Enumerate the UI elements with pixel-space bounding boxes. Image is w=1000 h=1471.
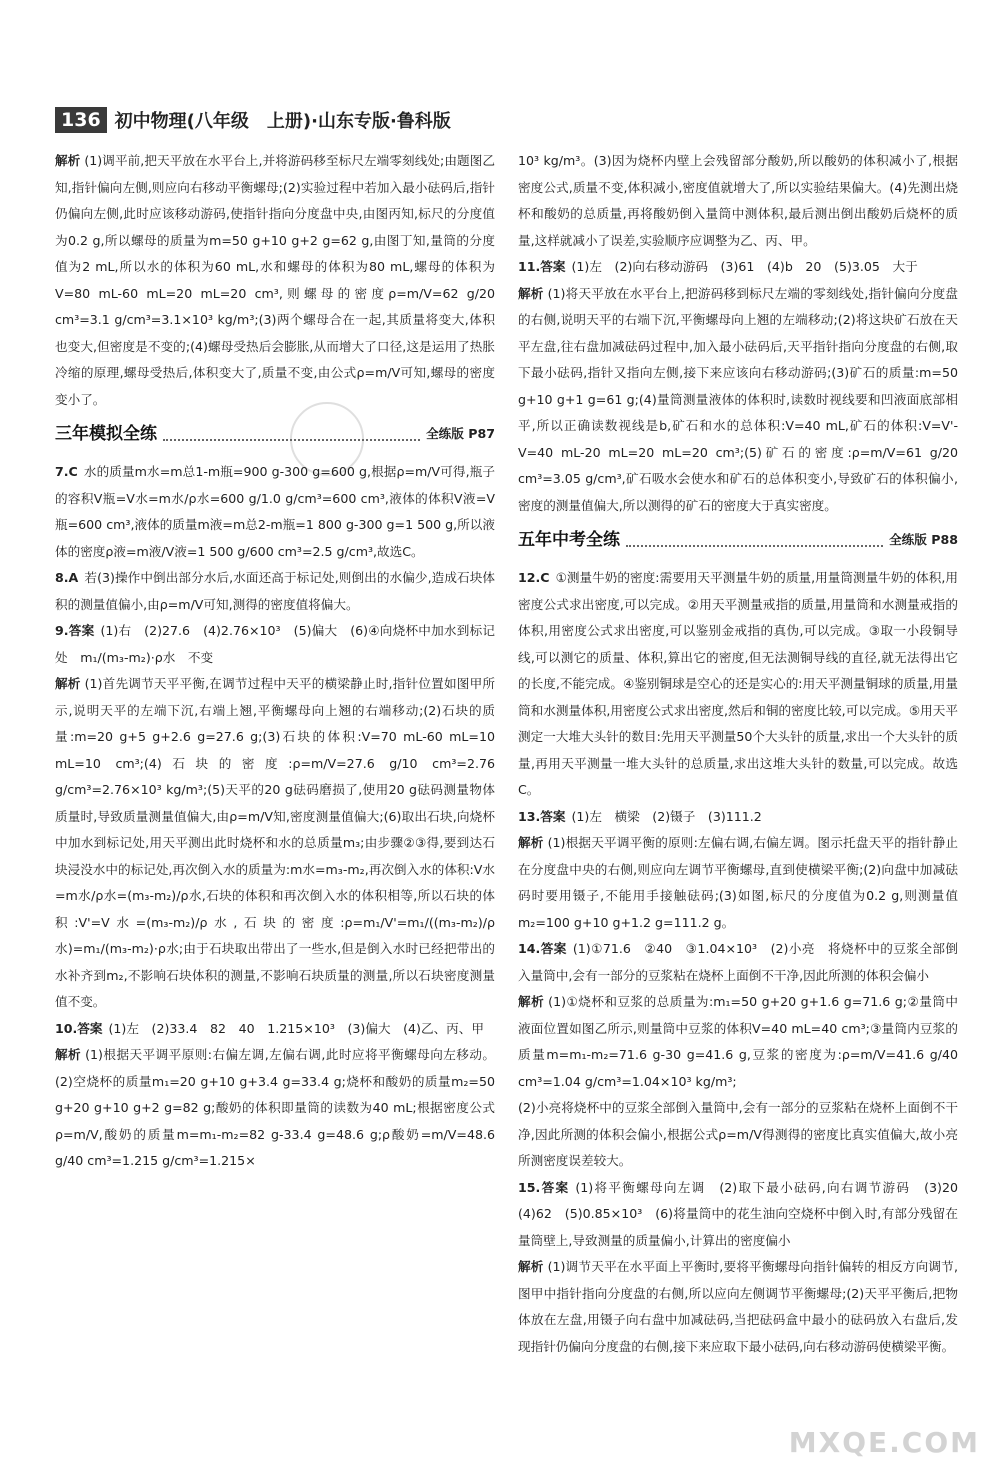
answer-text: (1)①71.6 ②40 ③1.04×10³ (2)小亮 将烧杯中的豆浆全部倒入量筒中,会有一部分的豆浆粘在烧杯上面倒不干净,因此所测的体积会偏小 xyxy=(518,941,959,983)
analysis-paragraph xyxy=(55,148,495,413)
section-title: 三年模拟全练 xyxy=(55,423,157,444)
answer-text: (1)左 (2)33.4 82 40 1.215×10³ (3)偏大 (4)乙、丙、甲 xyxy=(108,1020,484,1036)
answer-text: (1)右 (2)27.6 (4)2.76×10³ (5)偏大 (6)④向烧杯中加水到标记处 m₁/(m₃-m₂)·ρ水 不变 xyxy=(55,623,495,665)
question-14-analysis xyxy=(518,989,958,1095)
site-watermark: MXQE.COM xyxy=(788,1426,980,1459)
analysis-label: 解析 xyxy=(55,676,81,691)
question-number: 12.C xyxy=(518,570,550,585)
question-13 xyxy=(518,804,958,831)
analysis-text: (1)将天平放在水平台上,把游码移到标尺左端的零刻线处,指针偏向分度盘的右侧,说明天平的右端下沉,平衡螺母向上翘的左端移动;(2)将这块矿石放在天平左盘,往右盘加减砝码过程中,加入最小砝码后,天平指针指向分度盘的右侧,取下最小砝码,指针又指向左侧,接下来应该向右移动游码;(3)矿石的质量:m=50 g+10 g+1 g=61 g;(4)量筒测量液体的体积时,读数时视线要和凹液面底部相平,所以正确读数视线是b,矿石和水的总体积:V=40 mL,矿石的体积:V=V'-V=40 mL-20 mL=20 mL=20 cm³;(5)矿石的密度:ρ=m/V=61 g/20 cm³=3.05 g/cm³,矿石吸水会使水和矿石的总体积变小,导致矿石的体积偏小,密度的测量值偏大,所以测得的矿石的密度大于真实密度。 xyxy=(518,285,958,513)
question-12 xyxy=(518,565,958,804)
question-15 xyxy=(518,1175,971,1255)
section-ref: 全练版 P88 xyxy=(889,531,958,547)
analysis-text: (1)调平前,把天平放在水平台上,并将游码移至标尺左端零刻线处;由题图乙知,指针偏向左侧,则应向右移动平衡螺母;(2)实验过程中若加入最小砝码后,指针仍偏向左侧,此时应该移动游码,使指针指向分度盘中央,由图丙知,标尺的分度值为0.2 g,所以螺母的质量为m=50 g+10 g+2 g=62 g,由图丁知,量筒的分度值为2 mL,所以水的体积为60 mL,水和螺母的体积为80 mL,螺母的体积为V=80 mL-60 mL=20 mL=20 cm³,则螺母的密度ρ=m/V=62 g/20 cm³=3.1 g/cm³=3.1×10³ kg/m³;(3)两个螺母合在一起,其质量将变大,体积也变大,但密度是不变的;(4)螺母受热后会膨胀,从而增大了口径,这是运用了热胀冷缩的原理,螺母受热后,体积变大了,质量不变,由公式ρ=m/V可知,螺母的密度变小了。 xyxy=(55,153,496,407)
question-number: 13.答案 xyxy=(518,808,566,824)
question-number: 8.A xyxy=(55,570,79,585)
question-number: 15.答案 xyxy=(518,1179,570,1195)
analysis-text: (1)调节天平在水平面上平衡时,要将平衡螺母向指针偏转的相反方向调节,图甲中指针指向分度盘的右侧,所以应向左侧调节平衡螺母;(2)天平平衡后,把物体放在左盘,用镊子向右盘中加减砝码,当把砝码盒中最小的砝码放入右盘后,发现指针仍偏向分度盘的右侧,接下来应取下最小砝码,向右移动游码使横梁平衡。 xyxy=(518,1259,958,1354)
question-text: 若(3)操作中倒出部分水后,水面还高于标记处,则倒出的水偏少,造成石块体积的测量值偏小,由ρ=m/V可知,测得的密度值将偏大。 xyxy=(55,570,495,612)
question-9 xyxy=(55,618,495,671)
question-14 xyxy=(518,936,958,989)
question-9-analysis xyxy=(55,671,495,1016)
section-header-five-year xyxy=(518,525,958,555)
analysis-text: (1)根据天平调平原则:右偏左调,左偏右调,此时应将平衡螺母向左移动。(2)空烧杯的质量m₁=20 g+10 g+3.4 g=33.4 g;烧杯和酸奶的质量m₂=50 g+20 g+10 g+2 g=82 g;酸奶的体积即量筒的读数为40 mL;根据密度公式ρ=m/V,酸奶的质量m=m₁-m₂=82 g-33.4 g=48.6 g;ρ酸奶=m/V=48.6 g/40 cm³=1.215 g/cm³=1.215× xyxy=(55,1047,496,1168)
question-number: 11.答案 xyxy=(518,259,566,274)
question-11-analysis xyxy=(518,281,958,520)
analysis-label: 解析 xyxy=(55,1047,82,1062)
continued-paragraph: 10³ kg/m³。(3)因为烧杯内壁上会残留部分酸奶,所以酸奶的体积减小了,根据密度公式,质量不变,体积减小,密度值就增大了,所以实验结果偏大。(4)先测出烧杯和酸奶的总质量,再将酸奶倒入量筒中测体积,最后测出倒出酸奶后烧杯的质量,这样就减小了误差,实验顺序应调整为乙、丙、甲。 xyxy=(518,153,958,248)
answer-text: (1)将平衡螺母向左调 (2)取下最小砝码,向右调节游码 (3)20 (4)62 (5)0.85×10³ (6)将量筒中的花生油向空烧杯中倒入时,有部分残留在量筒壁上,导致测量的质量偏小,计算出的密度偏小 xyxy=(518,1179,971,1248)
analysis-text: (1)根据天平调平衡的原则:左偏右调,右偏左调。图示托盘天平的指针静止在分度盘中央的右侧,则应向左调节平衡螺母,直到使横梁平衡;(2)向盘中加减砝码时要用镊子,不能用手接触砝码;(3)如图,标尺的分度值为0.2 g,则测量值m₂=100 g+10 g+1.2 g=111.2 g。 xyxy=(518,835,958,930)
answer-text: (1)左 (2)向右移动游码 (3)61 (4)b 20 (5)3.05 大于 xyxy=(571,259,918,274)
question-text: 水的质量m水=m总1-m瓶=900 g-300 g=600 g,根据ρ=m/V可得,瓶子的容积V瓶=V水=m水/ρ水=600 g/1.0 g/cm³=600 cm³,液体的体积V液=V瓶=600 cm³,液体的质量m液=m总2-m瓶=1 800 g-300 g=1 500 g,所以液体的密度ρ液=m液/V液=1 500 g/600 cm³=2.5 g/cm³,故选C。 xyxy=(55,464,495,559)
analysis-label: 解析 xyxy=(518,1259,544,1274)
analysis-label: 解析 xyxy=(518,994,545,1009)
section-divider xyxy=(163,427,420,441)
question-15-analysis xyxy=(518,1254,958,1360)
question-number: 9.答案 xyxy=(55,623,95,638)
question-10-analysis xyxy=(55,1042,495,1175)
question-number: 14.答案 xyxy=(518,941,567,956)
analysis-label: 解析 xyxy=(518,285,544,301)
question-11 xyxy=(518,254,958,281)
question-14-analysis-2: (2)小亮将烧杯中的豆浆全部倒入量筒中,会有一部分的豆浆粘在烧杯上面倒不干净,因此所测的体积会偏小,根据公式ρ=m/V得测得的密度比真实值偏大,故小亮所测密度误差较大。 xyxy=(518,1100,958,1168)
analysis-text: (1)①烧杯和豆浆的总质量为:m₁=50 g+20 g+1.6 g=71.6 g;②量筒中液面位置如图乙所示,则量筒中豆浆的体积V=40 mL=40 cm³;③量筒内豆浆的质量m=m₁-m₂=71.6 g-30 g=41.6 g,豆浆的密度为:ρ=m/V=41.6 g/40 cm³=1.04 g/cm³=1.04×10³ kg/m³; xyxy=(518,994,959,1089)
question-13-analysis xyxy=(518,830,958,936)
question-number: 7.C xyxy=(55,464,78,479)
page-header xyxy=(55,103,451,137)
section-title: 五年中考全练 xyxy=(518,529,620,550)
section-divider xyxy=(626,533,883,547)
question-8 xyxy=(55,565,495,618)
section-ref: 全练版 P87 xyxy=(426,425,495,441)
question-7 xyxy=(55,459,495,565)
book-title: 初中物理(八年级 上册)·山东专版·鲁科版 xyxy=(114,111,451,132)
answer-text: (1)左 横梁 (2)镊子 (3)111.2 xyxy=(571,808,762,824)
analysis-text: (1)首先调节天平平衡,在调节过程中天平的横梁静止时,指针位置如图甲所示,说明天平的左端下沉,右端上翘,平衡螺母向上翘的右端移动;(2)石块的质量:m=20 g+5 g+2.6 g=27.6 g;(3)石块的体积:V=70 mL-60 mL=10 mL=10 cm³;(4)石块的密度:ρ=m/V=27.6 g/10 cm³=2.76 g/cm³=2.76×10³ kg/m³;(5)天平的20 g砝码磨损了,使用20 g砝码测量物体质量时,导致质量测量值偏大,由ρ=m/V知,密度测量值偏大;(6)取出石块,向烧杯中加水到标记处,用天平测出此时烧杯和水的总质量m₃;由步骤②③得,要到达石块浸没水中的标记处,再次倒入水的质量为:m水=m₃-m₂,再次倒入水的体积:V水=m水/ρ水=(m₃-m₂)/ρ水,石块的体积和再次倒入水的体积相等,所以石块的体积:V'=V水=(m₃-m₂)/ρ水,石块的密度:ρ=m₁/V'=m₁/((m₃-m₂)/ρ水)=m₁/(m₃-m₂)·ρ水;由于石块取出带出了一些水,但是倒入水时已经把带出的水补齐到m₂,不影响石块体积的测量,不影响石块质量的测量,所以石块密度测量值不变。 xyxy=(55,676,495,1009)
analysis-label: 解析 xyxy=(55,153,81,168)
page-number: 136 xyxy=(55,107,107,133)
right-column xyxy=(518,148,971,1360)
question-text: ①测量牛奶的密度:需要用天平测量牛奶的质量,用量筒测量牛奶的体积,用密度公式求出密度,可以完成。②用天平测量戒指的质量,用量筒和水测量戒指的体积,用密度公式求出密度,可以鉴别金戒指的真伪,可以完成。③取一小段铜导线,可以测它的质量、体积,算出它的密度,但无法测铜导线的直径,就无法得出它的长度,不能完成。④鉴别铜球是空心的还是实心的:用天平测量铜球的质量,用量筒和水测量体积,用密度公式求出密度,然后和铜的密度比较,可以完成。⑤用天平测定一大堆大头针的数目:先用天平测量50个大头针的质量,求出一个大头针的质量,再用天平测量一堆大头针的总质量,求出这堆大头针的数量,可以完成。故选C。 xyxy=(518,570,958,797)
left-column xyxy=(55,148,495,1175)
question-10 xyxy=(55,1016,495,1043)
analysis-label: 解析 xyxy=(518,835,544,850)
section-header-three-year xyxy=(55,419,495,449)
question-number: 10.答案 xyxy=(55,1020,103,1036)
